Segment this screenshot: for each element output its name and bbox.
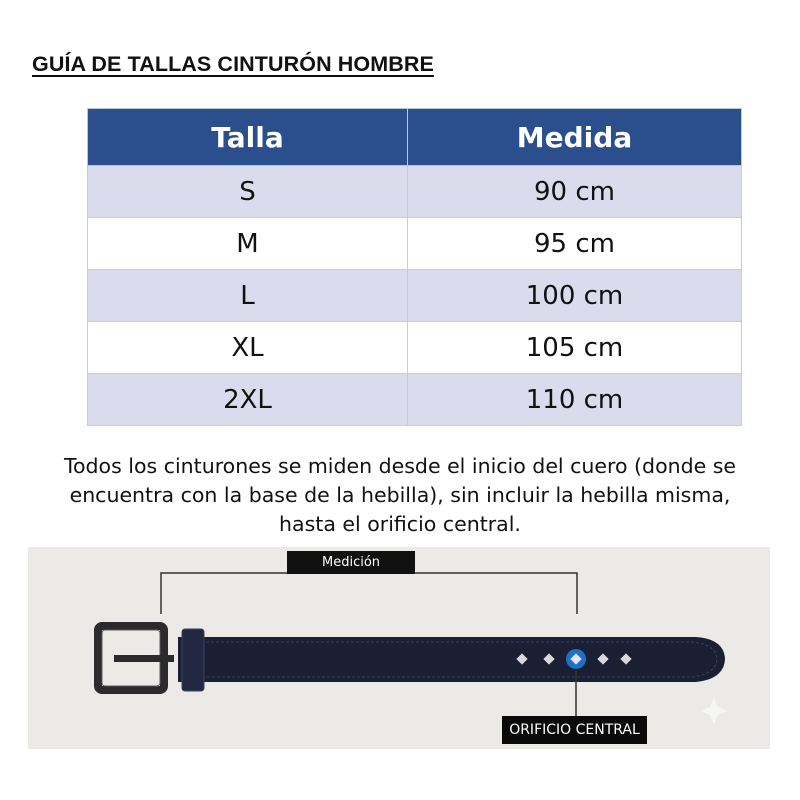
belt-illustration	[28, 547, 770, 749]
measure-cell: 95 cm	[408, 218, 742, 270]
table-row	[88, 218, 742, 270]
center-hole-label: ORIFICIO CENTRAL	[502, 716, 647, 744]
table-row	[88, 270, 742, 322]
buckle-prong	[114, 655, 174, 662]
table-row	[88, 322, 742, 374]
belt-strap	[178, 637, 725, 682]
belt-keeper	[182, 629, 204, 691]
size-cell: XL	[88, 322, 408, 374]
measure-cell: 105 cm	[408, 322, 742, 374]
measure-cell: 100 cm	[408, 270, 742, 322]
size-cell: S	[88, 166, 408, 218]
sparkle-watermark	[700, 697, 728, 725]
column-header-size: Talla	[88, 109, 408, 166]
table-header-row	[88, 109, 742, 166]
size-cell: M	[88, 218, 408, 270]
measurement-label: Medición	[287, 551, 415, 574]
measure-cell: 110 cm	[408, 374, 742, 426]
measurement-description: Todos los cinturones se miden desde el inicio del cuero (donde se encuentra con la base de la hebilla), sin incluir la hebilla misma, hasta el orificio central.	[63, 454, 737, 536]
table-row	[88, 374, 742, 426]
measurement-bracket	[161, 573, 577, 614]
size-chart-table	[87, 108, 742, 426]
column-header-measure: Medida	[408, 109, 742, 166]
measure-cell: 90 cm	[408, 166, 742, 218]
page-title: GUÍA DE TALLAS CINTURÓN HOMBRE	[32, 52, 434, 76]
belt-diagram	[28, 547, 770, 749]
size-cell: 2XL	[88, 374, 408, 426]
table-row	[88, 166, 742, 218]
size-cell: L	[88, 270, 408, 322]
